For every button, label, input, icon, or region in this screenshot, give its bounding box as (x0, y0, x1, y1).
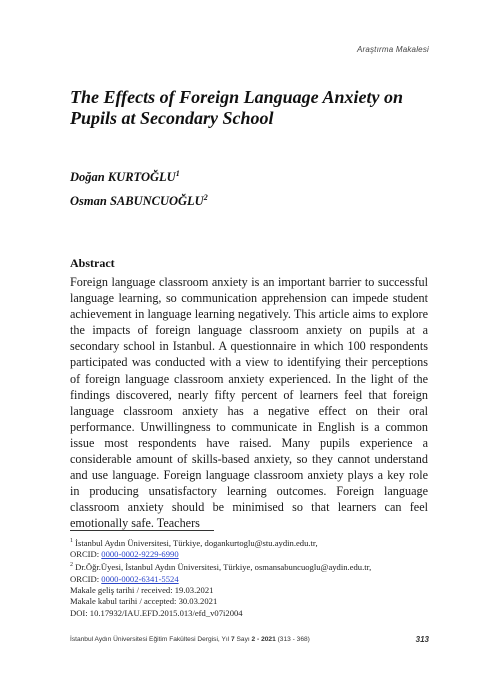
footnotes (70, 536, 450, 619)
article-title: The Effects of Foreign Language Anxiety on Pupils at Secondary School (70, 87, 403, 128)
orcid-link-1[interactable]: 0000-0002-9229-6990 (101, 549, 179, 560)
footnote-1 (70, 536, 450, 549)
footnote-mark: 1 (70, 538, 73, 544)
page-number: 313 (415, 635, 429, 644)
issue-prefix: Sayı (234, 636, 252, 643)
separator: - (255, 636, 262, 643)
accepted-date: Makale kabul tarihi / accepted: 30.03.2021 (70, 596, 218, 607)
orcid-line-2 (70, 574, 450, 585)
footnote-mark: 2 (70, 562, 73, 569)
doi: DOI: 10.17932/IAU.EFD.2015.013/efd_v07i2004 (70, 607, 243, 618)
author-name: Osman SABUNCUOĞLU (70, 194, 204, 209)
footnote-text: İstanbul Aydın Üniversitesi, Türkiye, dogankurtoglu@stu.aydin.edu.tr, (73, 537, 318, 548)
author-footnote-mark: 1 (175, 169, 180, 178)
footnote-2 (70, 560, 450, 573)
orcid-label: ORCID: (70, 549, 102, 560)
orcid-label: ORCID: (70, 573, 102, 584)
footnote-text: Dr.Öğr.Üyesi, İstanbul Aydın Üniversitesi, Türkiye, osmansabuncuoglu@aydin.edu.tr, (73, 562, 372, 573)
author-2 (70, 193, 208, 209)
page-range: (313 - 368) (275, 636, 310, 643)
publication-year: 2021 (261, 636, 276, 643)
abstract-heading: Abstract (70, 256, 115, 270)
received-date: Makale geliş tarihi / received: 19.03.2021 (70, 584, 214, 595)
orcid-link-2[interactable]: 0000-0002-6341-5524 (101, 573, 179, 584)
article-type-label: Araştırma Makalesi (356, 45, 429, 54)
journal-footer (70, 636, 310, 643)
footnote-divider (70, 530, 214, 531)
journal-year: 7 (231, 636, 235, 643)
abstract-body: Foreign language classroom anxiety is an important barrier to successful language learning, so communication apprehension can impede student achievement in language learning negatively. This article aims to explore the impacts of foreign language classroom anxiety on pupils at a secondary school in Istanbul. A questionnaire in which 100 respondents participated was conducted with a view to identifying their perceptions of foreign language classroom anxiety experienced. In the light of the findings discovered, nearly fifty percent of learners feel that foreign language classroom anxiety has a negative effect on their oral performance. Unwillingness to communicate in English is a common issue most respondents have raised. Many pupils experience a considerable amount of skills-based anxiety, so they cannot understand and use language. Foreign language classroom anxiety plays a key role in producing unsatisfactory learning outcomes. Foreign language classroom anxiety should be minimised so that learners can feel emotionally safe. Teachers (70, 275, 428, 531)
author-name: Doğan KURTOĞLU (70, 170, 176, 185)
issue-number: 2 (251, 636, 256, 643)
author-1 (70, 169, 180, 185)
journal-name: İstanbul Aydın Üniversitesi Eğitim Fakültesi Dergisi, Yıl (70, 636, 232, 643)
author-footnote-mark: 2 (203, 193, 208, 202)
orcid-line-1 (70, 549, 450, 560)
